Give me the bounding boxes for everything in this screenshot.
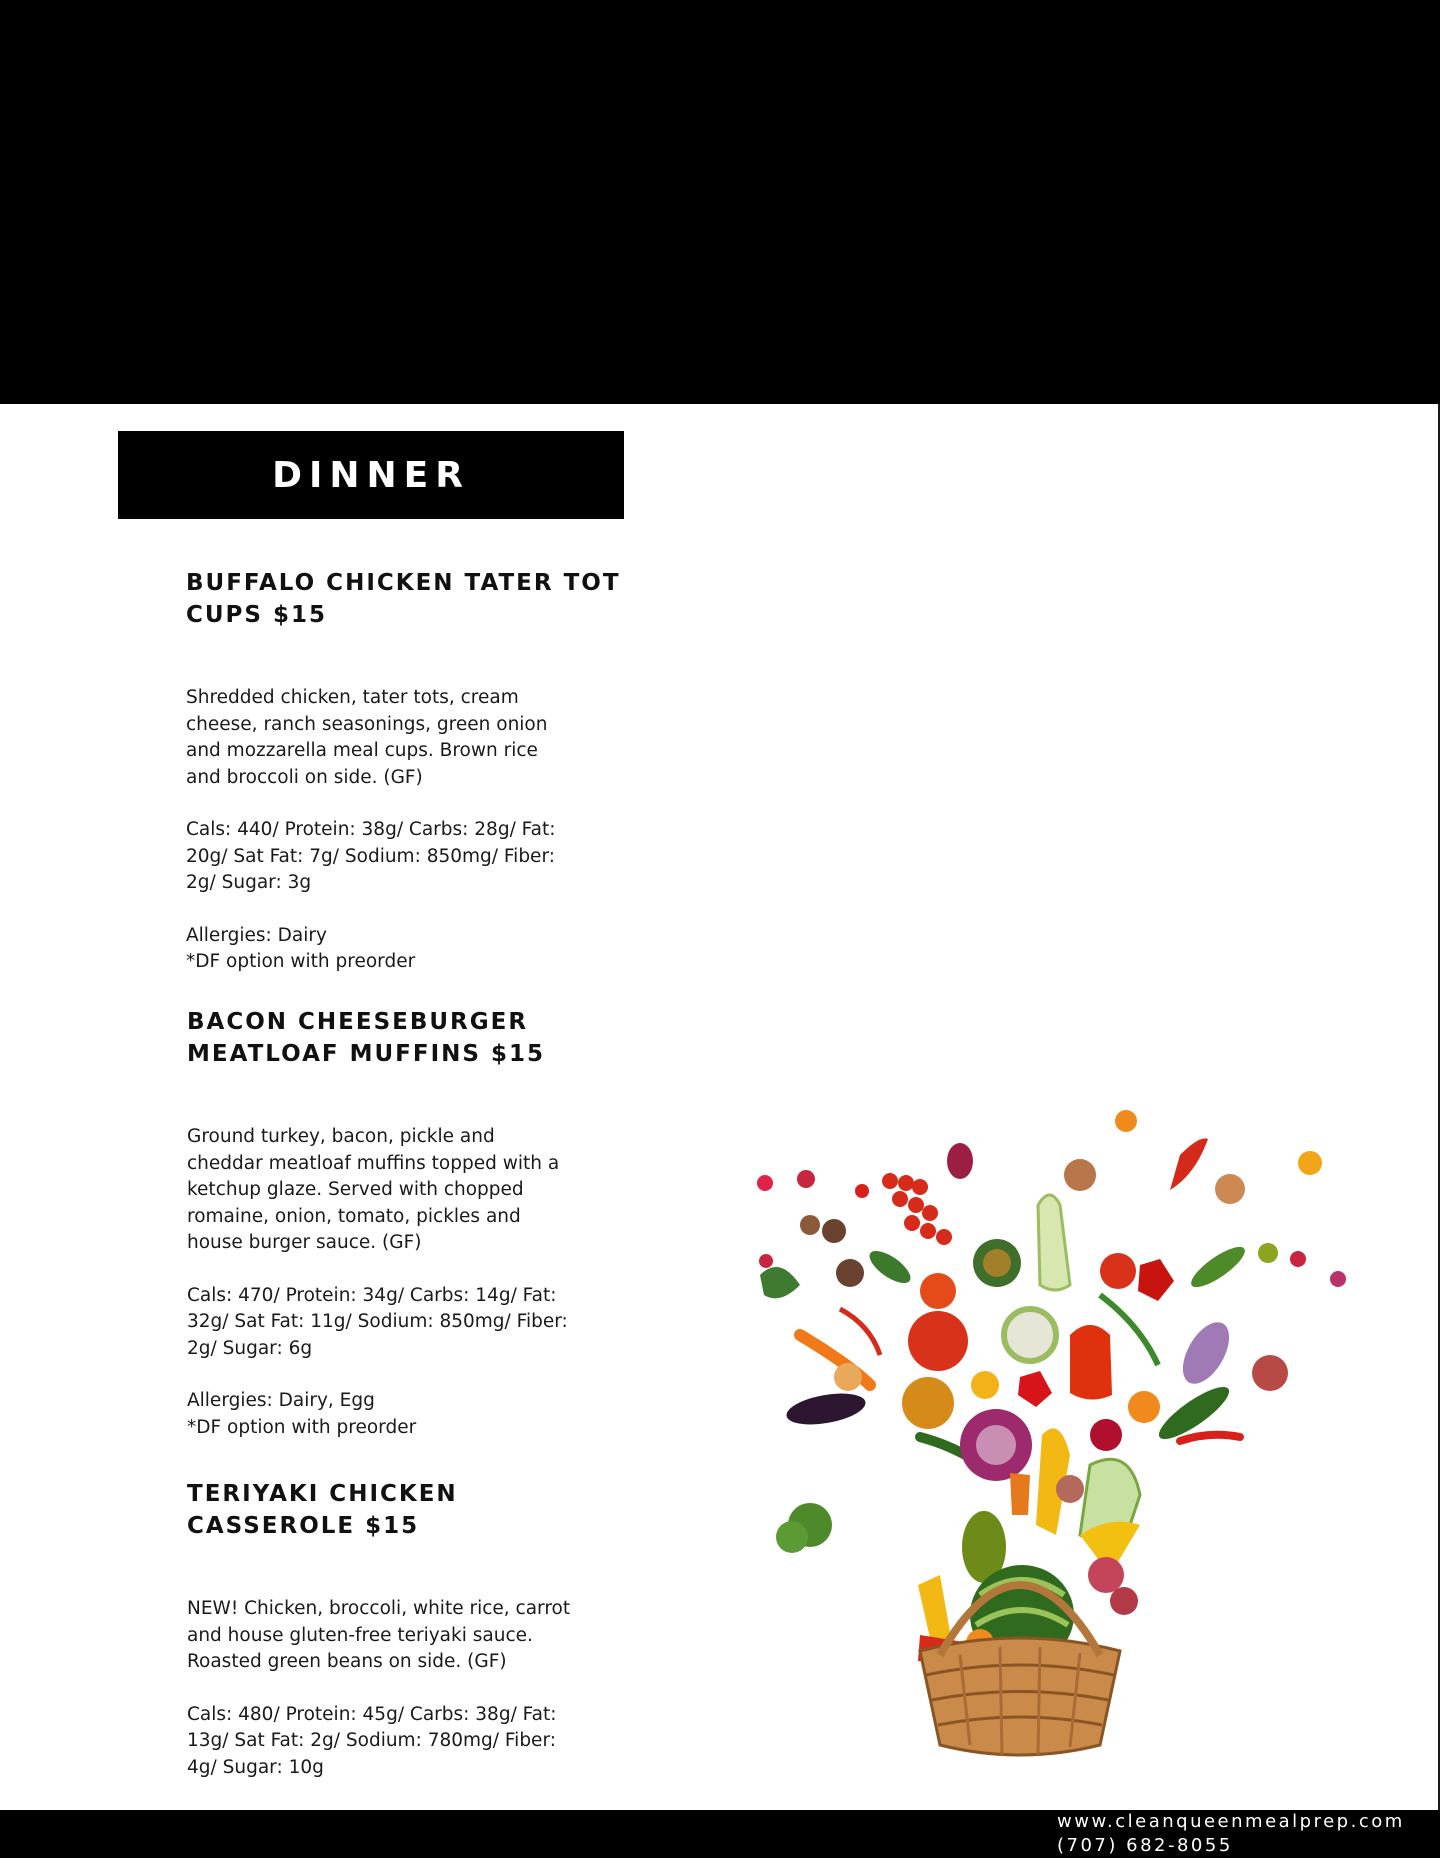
desc-line: romaine, onion, tomato, pickles and <box>187 1205 521 1227</box>
nutrition-line: 2g/ Sugar: 6g <box>187 1337 313 1359</box>
nutrition-line: 4g/ Sugar: 10g <box>187 1756 324 1778</box>
item-nutrition <box>187 1702 627 1782</box>
desc-line: and broccoli on side. (GF) <box>186 766 423 788</box>
vegetable-basket-icon <box>740 1095 1380 1765</box>
item-description <box>187 1124 627 1257</box>
item-name <box>187 1478 627 1542</box>
nutrition-line: 13g/ Sat Fat: 2g/ Sodium: 780mg/ Fiber: <box>187 1730 556 1751</box>
nutrition-line: Cals: 440/ Protein: 38g/ Carbs: 28g/ Fat: <box>186 819 556 840</box>
item-note: *DF option with preorder <box>187 1416 417 1438</box>
nutrition-line: Cals: 470/ Protein: 34g/ Carbs: 14g/ Fat: <box>187 1284 557 1306</box>
item-nutrition <box>186 817 626 897</box>
item-allergies: Allergies: Dairy <box>186 924 327 946</box>
nutrition-line: 20g/ Sat Fat: 7g/ Sodium: 850mg/ Fiber: <box>186 845 555 867</box>
item-name-line: BACON CHEESEBURGER <box>187 1009 529 1035</box>
item-allergies: Allergies: Dairy, Egg <box>187 1390 375 1411</box>
item-name-line: TERIYAKI CHICKEN <box>187 1481 458 1507</box>
nutrition-line: 32g/ Sat Fat: 11g/ Sodium: 850mg/ Fiber: <box>187 1311 568 1332</box>
desc-line: house burger sauce. (GF) <box>187 1232 422 1253</box>
desc-line: Ground turkey, bacon, pickle and <box>187 1126 495 1147</box>
item-description <box>187 1596 627 1676</box>
footer-phone[interactable]: (707) 682-8055 <box>1057 1835 1233 1856</box>
item-description <box>186 685 626 791</box>
desc-line: cheddar meatloaf muffins topped with a <box>187 1152 560 1174</box>
menu-item-bacon-cheeseburger <box>187 1006 627 1441</box>
section-banner <box>118 431 624 519</box>
desc-line: Roasted green beans on side. (GF) <box>187 1651 507 1672</box>
item-name-line: CUPS $15 <box>186 602 327 628</box>
item-note: *DF option with preorder <box>186 951 416 972</box>
desc-line: and house gluten-free teriyaki sauce. <box>187 1624 533 1646</box>
desc-line: cheese, ranch seasonings, green onion <box>186 713 548 735</box>
desc-line: Shredded chicken, tater tots, cream <box>186 687 519 708</box>
menu-item-teriyaki-chicken <box>187 1478 627 1781</box>
item-name <box>187 1006 627 1070</box>
nutrition-line: 2g/ Sugar: 3g <box>186 872 312 893</box>
item-nutrition <box>187 1283 627 1363</box>
header-band <box>0 0 1440 404</box>
section-title: DINNER <box>272 454 470 496</box>
nutrition-line: Cals: 480/ Protein: 45g/ Carbs: 38g/ Fat: <box>187 1703 557 1725</box>
produce-scatter <box>757 1110 1346 1583</box>
desc-line: and mozzarella meal cups. Brown rice <box>186 740 538 761</box>
item-name-line: MEATLOAF MUFFINS $15 <box>187 1041 545 1067</box>
desc-line: NEW! Chicken, broccoli, white rice, carrot <box>187 1598 571 1619</box>
footer-website[interactable]: www.cleanqueenmealprep.com <box>1057 1811 1405 1832</box>
item-name <box>186 567 626 631</box>
item-name-line: CASSEROLE $15 <box>187 1513 420 1539</box>
item-name-line: BUFFALO CHICKEN TATER TOT <box>186 570 621 596</box>
desc-line: ketchup glaze. Served with chopped <box>187 1179 524 1200</box>
menu-item-buffalo-chicken <box>186 567 626 976</box>
